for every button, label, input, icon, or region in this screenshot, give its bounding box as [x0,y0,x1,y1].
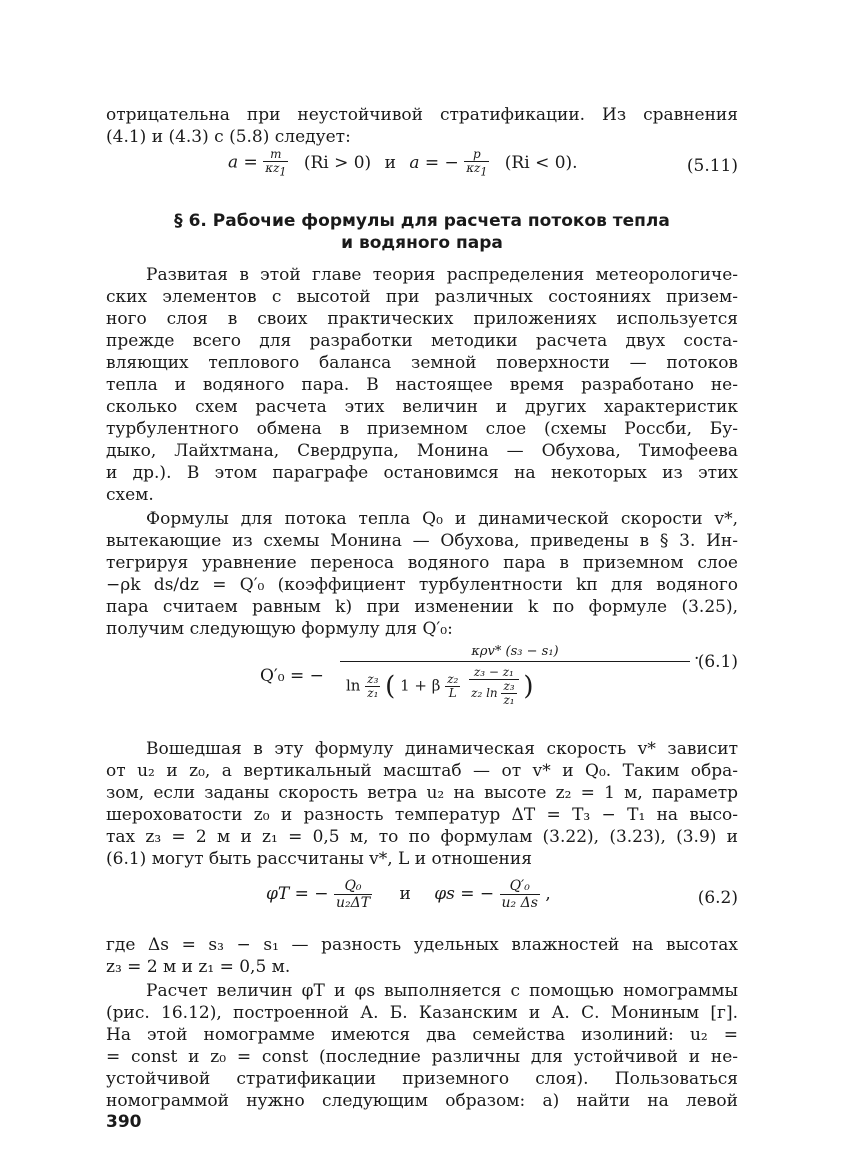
text-line: пара считаем равным k) при изменении k по формуле (3.25), [106,597,738,617]
eq-period: . [694,644,700,664]
text-line: от u₂ и z₀, а вертикальный масштаб — от v* и Q₀. Таким обра- [106,761,738,781]
text-line: и др.). В этом параграфе остановимся на некоторых из этих [106,463,738,483]
text-line: зом, если заданы скорость ветра u₂ на высоте z₂ = 1 м, параметр [106,783,738,803]
text-line: отрицательна при неустойчивой стратификации. Из сравнения [106,105,738,125]
text-line: = const и z₀ = const (последние различны для устойчивой и не- [106,1047,738,1067]
equation-number: (6.1) [697,652,738,672]
equation-number: (6.2) [697,888,738,908]
eq-a-neg: a = − [409,152,459,173]
text-line: сколько схем расчета этих величин и других характеристик [106,397,738,417]
text-line: где Δs = s₃ − s₁ — разность удельных влажностей на высотах [106,935,738,955]
text-line: устойчивой стратификации приземного слоя). Пользоваться [106,1069,738,1089]
condition-ri-positive: (Ri > 0) [303,152,372,173]
text-line: (6.1) могут быть рассчитаны v*, L и отношения [106,849,532,869]
text-line: (рис. 16.12), построенной А. Б. Казанским и А. С. Мониным [г]. [106,1003,738,1023]
fraction-bar [340,661,690,662]
text-line: шероховатости z₀ и разность температур ΔT = T₃ − T₁ на высо- [106,805,738,825]
text-line: тепла и водяного пара. В настоящее время разработано не- [106,375,738,395]
eq-denominator: ln $\frac{\text{z₃}}{\text{z₁}}$ ( 1 + β $\frac{\text{z₂}}{L}$ z₃ − z₁ z₂ ln $\frac{\text{z₃}}{\text{z₁}}$ ) [346,665,534,707]
text-line: турбулентного обмена в приземном слое (схемы Россби, Бу- [106,419,738,439]
text-line: дыко, Лайхтмана, Свердрупа, Монина — Обухова, Тимофеева [106,441,738,461]
page-number: 390 [106,1112,142,1132]
text-line: Расчет величин φT и φs выполняется с помощью номограммы [146,981,738,1001]
equation-6-1 [106,640,738,720]
intro-text [106,104,738,148]
eq-lhs: Q′₀ = − [260,666,324,686]
text-line: вляющих теплового баланса земной поверхности — потоков [106,353,738,373]
condition-ri-negative: (Ri < 0). [504,152,578,173]
paragraph-4 [106,934,738,978]
eq-numerator: κρv* (s₃ − s₁) [471,644,559,659]
text-line: Формулы для потока тепла Q₀ и динамической скорости v*, [146,509,738,529]
text-line: На этой номограмме имеются два семейства изолиний: u₂ = [106,1025,738,1045]
eq-a: a = [228,152,258,173]
paragraph-1 [106,264,738,506]
text-line: −ρk ds/dz = Q′₀ (коэффициент турбулентности kп для водяного [106,575,738,595]
text-line: вытекающие из схемы Монина — Обухова, приведены в § 3. Ин- [106,531,738,551]
text-line: тегрируя уравнение переноса водяного пара в приземном слое [106,553,738,573]
equation-number: (5.11) [686,156,738,176]
text-line: схем. [106,485,154,505]
text-line: номограммой нужно следующим образом: а) найти на левой [106,1091,738,1111]
eq-and: и [384,152,396,173]
text-line: z₃ = 2 м и z₁ = 0,5 м. [106,957,291,977]
text-line: ного слоя в своих практических приложениях используется [106,309,738,329]
equation-6-2: φT = − $\frac{\text{Q₀}}{\text{u₂ΔT}}$ и φs = − $\frac{\text{Q′₀}}{\text{u₂ Δs}}$ , (6.2) [266,878,738,911]
paragraph-3 [106,738,738,870]
text-line: Вошедшая в эту формулу динамическая скорость v* зависит [146,739,738,759]
paragraph-2 [106,508,738,640]
text-line: получим следующую формулу для Q′₀: [106,619,453,639]
text-line: тах z₃ = 2 м и z₁ = 0,5 м, то по формулам (3.22), (3.23), (3.9) и [106,827,738,847]
text-line: Развитая в этой главе теория распределения метеорологиче- [146,265,738,285]
text-line: прежде всего для разработки методики расчета двух соста- [106,331,738,351]
section-heading: § 6. Рабочие формулы для расчета потоков тепла и водяного пара [174,211,670,253]
fraction-p-kz: $\frac{p}{\kappa z_1}$ [466,147,488,179]
fraction-m-kz: $\frac{m}{\kappa z_1}$ [265,147,287,179]
text-line: ских элементов с высотой при различных состояниях призем- [106,287,738,307]
paragraph-5 [106,980,738,1112]
text-line: (4.1) и (4.3) с (5.8) следует: [106,127,351,147]
equation-5-11 [106,148,738,192]
